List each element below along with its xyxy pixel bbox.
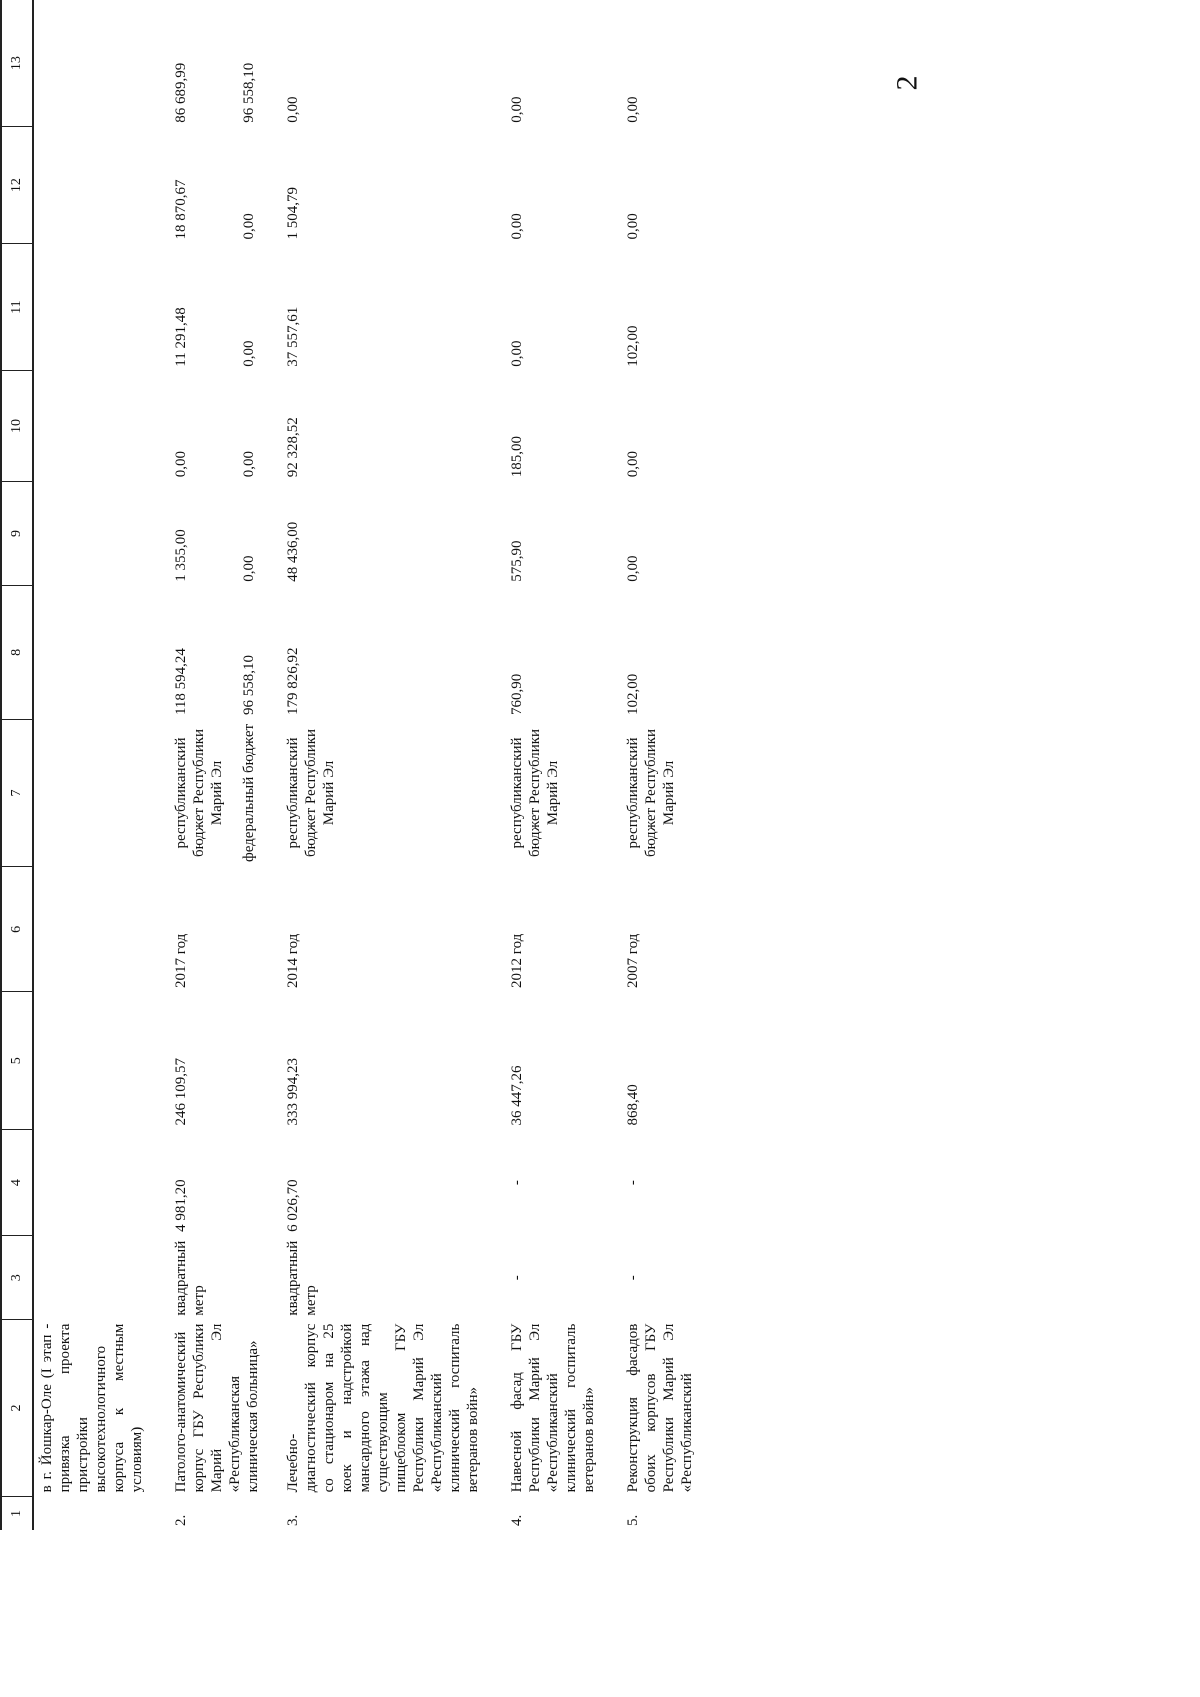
col-header: 13 xyxy=(1,0,33,127)
col-header: 5 xyxy=(1,992,33,1129)
value-col11: 102,00 xyxy=(625,325,641,367)
value-col12: 18 870,67 xyxy=(173,179,189,240)
row-number: 4. xyxy=(509,1514,525,1526)
value-col9: 575,90 xyxy=(509,540,525,582)
value-col9: 1 355,00 xyxy=(173,529,189,582)
value-col12 xyxy=(33,127,168,244)
object-name: Реконструкция фасадов обоих корпусов ГБУ Республики Марий Эл «Республиканский xyxy=(625,1323,695,1493)
area: 6 026,70 xyxy=(285,1179,301,1232)
value-col8: 760,90 xyxy=(509,673,525,716)
value-col8: 102,00 xyxy=(625,673,641,716)
year: 2017 год xyxy=(173,933,189,988)
unit: квадратный метр xyxy=(285,1240,319,1316)
value-col10 xyxy=(33,371,168,482)
col-header: 10 xyxy=(1,371,33,482)
value-col8: 118 594,24 xyxy=(173,648,189,716)
value-col10: 92 328,52 xyxy=(285,417,301,478)
value-col13: 0,00 xyxy=(509,96,525,123)
year: 2012 год xyxy=(509,933,525,988)
object-name: Лечебно-диагностический корпус со стационаром на 25 коек и надстройкой мансардного этажа над существующим пищеблоком ГБУ Республики Марий Эл «Республиканский клинический госпиталь ветеранов войн» xyxy=(285,1323,481,1493)
value-col11: 37 557,61 xyxy=(285,306,301,367)
col-header: 7 xyxy=(1,719,33,867)
estimated-cost: 246 109,57 xyxy=(173,1057,189,1126)
area: - xyxy=(509,1180,525,1186)
table-row xyxy=(168,0,226,1530)
value-col11: 0,00 xyxy=(509,340,525,367)
value-col13: 96 558,10 xyxy=(241,62,257,123)
funding-source xyxy=(33,719,168,867)
estimated-cost xyxy=(33,992,168,1129)
value-col12: 0,00 xyxy=(509,213,525,240)
year: 2014 год xyxy=(285,933,301,988)
value-col13 xyxy=(33,0,168,127)
col-header: 1 xyxy=(1,1496,33,1530)
value-col9: 0,00 xyxy=(241,555,257,582)
value-col8 xyxy=(33,586,168,719)
col-header: 2 xyxy=(1,1320,33,1497)
year xyxy=(33,867,168,992)
funding-source: федеральный бюджет xyxy=(241,723,257,862)
table-row xyxy=(280,0,504,1530)
col-header: 4 xyxy=(1,1129,33,1235)
unit: - xyxy=(625,1275,641,1281)
estimated-cost: 333 994,23 xyxy=(285,1057,301,1126)
area xyxy=(33,1129,168,1235)
col-header: 8 xyxy=(1,586,33,719)
value-col11 xyxy=(33,244,168,371)
column-number-header xyxy=(1,0,33,1530)
row-number: 5. xyxy=(625,1514,641,1526)
estimated-cost: 36 447,26 xyxy=(509,1065,525,1126)
value-col13: 0,00 xyxy=(285,96,301,123)
value-col11: 0,00 xyxy=(241,340,257,367)
area: - xyxy=(625,1180,641,1186)
value-col10: 0,00 xyxy=(625,451,641,478)
funding-source: республиканский бюджет Республики Марий Эл xyxy=(173,728,225,858)
unit: квадратный метр xyxy=(173,1240,207,1316)
table-row xyxy=(620,0,696,1530)
value-col13: 0,00 xyxy=(625,96,641,123)
row-number: 2. xyxy=(173,1514,189,1526)
value-col12: 1 504,79 xyxy=(285,187,301,240)
unit: - xyxy=(509,1275,525,1281)
value-col9 xyxy=(33,481,168,585)
row-number: 3. xyxy=(285,1514,301,1526)
value-col10: 0,00 xyxy=(241,451,257,478)
value-col9: 48 436,00 xyxy=(285,521,301,582)
funding-source: республиканский бюджет Республики Марий Эл xyxy=(509,728,561,858)
area: 4 981,20 xyxy=(173,1179,189,1232)
object-name: Патолого-анатомический корпус ГБУ Республики Марий Эл «Республиканская клиническая больница» xyxy=(173,1323,261,1493)
object-name: в г. Йошкар-Оле (I этап - привязка проекта пристройки высокотехнологичного корпуса к местным условиям) xyxy=(39,1323,145,1493)
table-row xyxy=(504,0,620,1530)
value-col8: 179 826,92 xyxy=(285,647,301,716)
funding-source: республиканский бюджет Республики Марий Эл xyxy=(625,728,677,858)
page-number: 2 xyxy=(890,75,924,91)
value-col12: 0,00 xyxy=(625,213,641,240)
col-header: 11 xyxy=(1,244,33,371)
table-row xyxy=(33,0,168,1530)
col-header: 3 xyxy=(1,1236,33,1320)
value-col9: 0,00 xyxy=(625,555,641,582)
unit xyxy=(33,1236,168,1320)
value-col12: 0,00 xyxy=(241,213,257,240)
value-col8: 96 558,10 xyxy=(241,655,257,716)
col-header: 12 xyxy=(1,127,33,244)
year: 2007 год xyxy=(625,933,641,988)
object-name: Навесной фасад ГБУ Республики Марий Эл «Республиканский клинический госпиталь ветеранов войн» xyxy=(509,1323,597,1493)
value-col10: 185,00 xyxy=(509,436,525,478)
value-col11: 11 291,48 xyxy=(173,307,189,367)
estimated-cost: 868,40 xyxy=(625,1084,641,1126)
col-header: 6 xyxy=(1,867,33,992)
value-col13: 86 689,99 xyxy=(173,62,189,123)
col-header: 9 xyxy=(1,481,33,585)
funding-source: республиканский бюджет Республики Марий Эл xyxy=(285,728,337,858)
row-number xyxy=(33,1496,168,1530)
value-col10: 0,00 xyxy=(173,451,189,478)
